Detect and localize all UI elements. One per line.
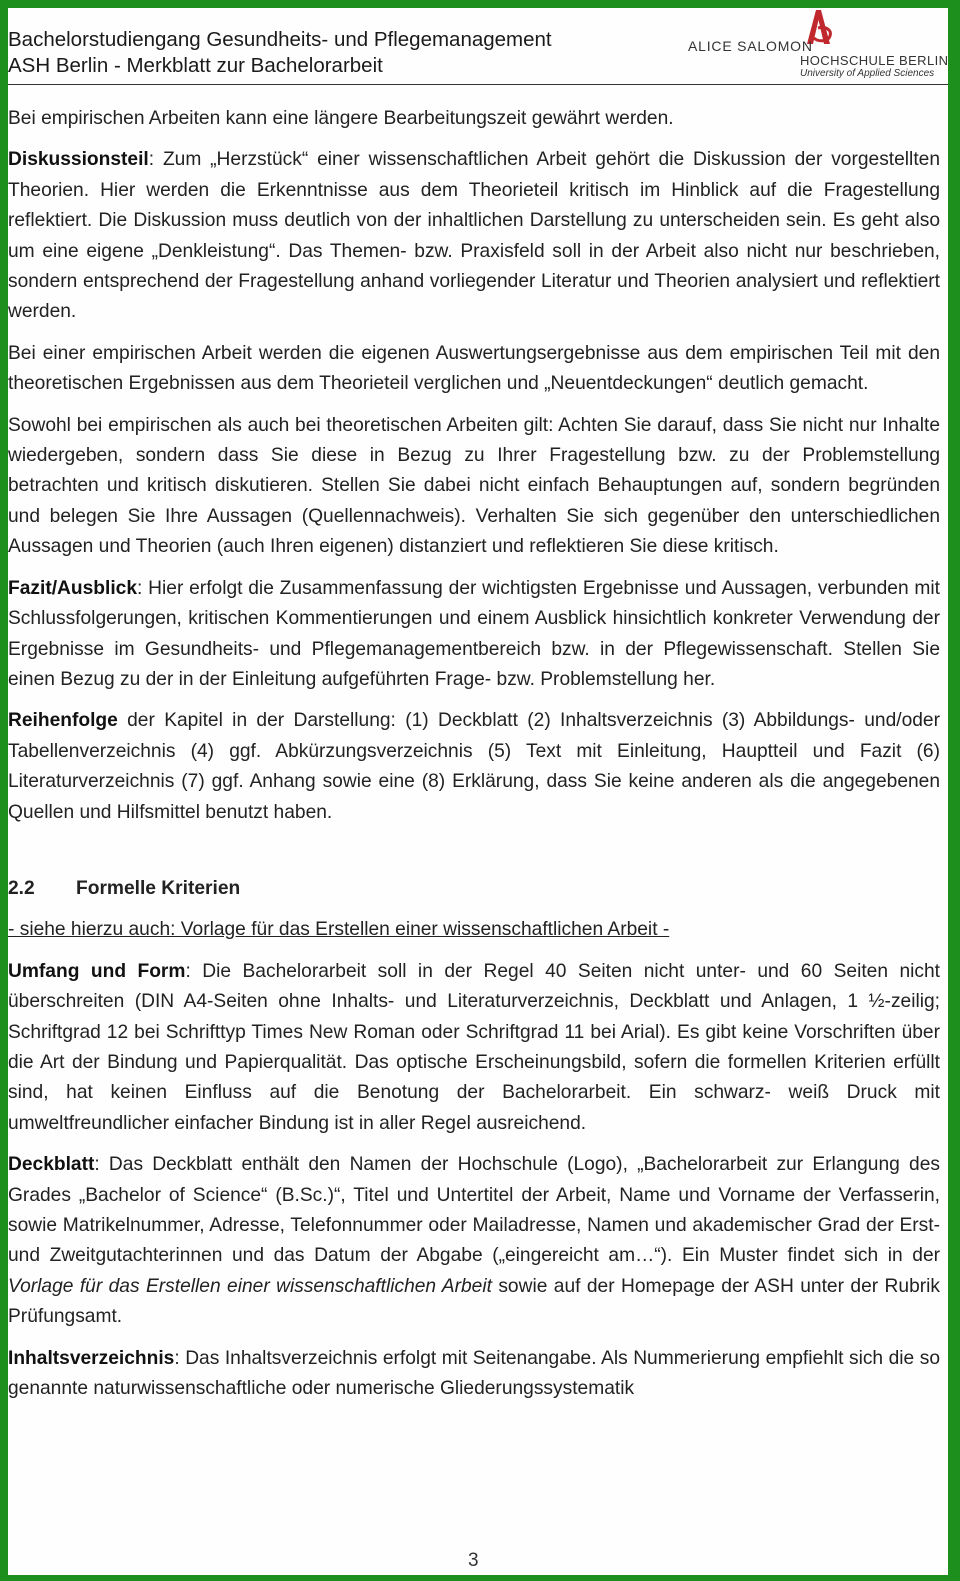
logo-alice-salomon: ALICE SALOMON [688,38,813,54]
header-program: Bachelorstudiengang Gesundheits- und Pflegemanagement [8,28,552,51]
paragraph-bearbeitungszeit: Bei empirischen Arbeiten kann eine längere Bearbeitungszeit gewährt werden. [8,108,674,129]
header-rule [8,84,948,85]
term-inhaltsverzeichnis: Inhaltsverzeichnis [8,1347,175,1369]
page-header [8,8,948,86]
paragraph-sowohl: Sowohl bei empirischen als auch bei theoretischen Arbeiten gilt: Achten Sie darauf, dass Sie nicht nur Inhalte wiedergeben, sondern dass Sie diese in Bezug zu Ihrer Fragestellung bzw. zu der Problemstellung betrachten und kritisch diskutieren. Stellen Sie dabei nicht einfach Behauptungen auf, sondern begründen und belegen Sie Ihre Aussagen (Quellennachweis). Verhalten Sie sich gegenüber den unterschiedlichen Aussagen und Theorien (auch Ihren eigenen) distanziert und reflektieren Sie diese kritisch. [8,414,940,558]
paragraph-umfang: Umfang und Form: Die Bachelorarbeit soll in der Regel 40 Seiten nicht unter- und 60 Seiten nicht überschreiten (DIN A4-Seiten ohne Inhalts- und Literaturverzeichnis, Deckblatt und Anlagen, 1 ½-zeilig; Schriftgrad 12 bei Schrifttyp Times New Roman oder Schriftgrad 11 bei Arial). Es gibt keine Vorschriften über die Art der Bindung und Papierqualität. Das optische Erscheinungsbild, sofern die formellen Kriterien erfüllt sind, hat keinen Einfluss auf die Benotung der Bachelorarbeit. Ein schwarz- weiß Druck mit umweltfreundlicher einfacher Bindung ist in aller Regel ausreichend. [8,960,940,1134]
paragraph-inhaltsverzeichnis: Inhaltsverzeichnis: Das Inhaltsverzeichnis erfolgt mit Seitenangabe. Als Nummerierung empfiehlt sich die so genannte naturwissenschaftliche oder numerische Gliederungssystematik [8,1347,940,1400]
page-number: 3 [468,1550,479,1571]
paragraph-diskussionsteil: Diskussionsteil: Zum „Herzstück“ einer wissenschaftlichen Arbeit gehört die Diskussion der vorgestellten Theorien. Hier werden die Erkenntnisse aus dem Theorieteil kritisch im Hinblick auf die Fragestellung reflektiert. Die Diskussion muss deutlich von der inhaltlichen Darstellung zu unterscheiden sein. Es geht also um eine eigene „Denkleistung“. Das Themen- bzw. Praxisfeld soll in der Arbeit also nicht nur beschrieben, sondern entsprechend der Fragestellung anhand vorliegender Literatur und Theorien analysiert und reflektiert werden. [8,149,940,323]
document-body [8,104,940,1415]
logo-university-tagline: University of Applied Sciences [800,68,935,79]
document-page [8,8,948,1575]
term-deckblatt: Deckblatt [8,1154,95,1176]
paragraph-fazit: Fazit/Ausblick: Hier erfolgt die Zusammenfassung der wichtigsten Ergebnisse und Aussagen, verbunden mit Schlussfolgerungen, kritischen Kommentierungen und einem Ausblick hinsichtlich konkreter Verwendung der Ergebnisse im Gesundheits- und Pflegemanagementbereich bzw. in der Pflegewissenschaft. Stellen Sie einen Bezug zu der in der Einleitung aufgeführten Frage- bzw. Problemstellung her. [8,577,940,690]
ash-logo [688,8,948,82]
term-umfang: Umfang und Form [8,960,186,982]
paragraph-deckblatt: Deckblatt: Das Deckblatt enthält den Namen der Hochschule (Logo), „Bachelorarbeit zur Erlangung des Grades „Bachelor of Science“ (B.Sc.)“, Titel und Untertitel der Arbeit, Name und Vorname der Verfasserin, sowie Matrikelnummer, Adresse, Telefonnummer oder Mailadresse, Namen und akademischer Grad der Erst- und Zweitgutachterinnen und das Datum der Abgabe („eingereicht am…“). Ein Muster findet sich in der Vorlage für das Erstellen einer wissenschaftlichen Arbeit sowie auf der Homepage der ASH unter der Rubrik Prüfungsamt. [8,1154,940,1328]
section-number: 2.2 [8,877,35,899]
paragraph-reihenfolge: Reihenfolge der Kapitel in der Darstellung: (1) Deckblatt (2) Inhaltsverzeichnis (3) Abbildungs- und/oder Tabellenverzeichnis (4) ggf. Abkürzungsverzeichnis (5) Text mit Einleitung, Hauptteil und Fazit (6) Literaturverzeichnis (7) ggf. Anhang sowie eine (8) Erklärung, dass Sie keine anderen als die angegebenen Quellen und Hilfsmittel benutzt haben. [8,710,940,823]
template-title-italic: Vorlage für das Erstellen einer wissenschaftlichen Arbeit [8,1275,492,1297]
term-reihenfolge: Reihenfolge [8,710,118,732]
term-diskussionsteil: Diskussionsteil [8,149,149,171]
template-reference: - siehe hierzu auch: Vorlage für das Erstellen einer wissenschaftlichen Arbeit - [8,919,670,941]
paragraph-empirische-arbeit: Bei einer empirischen Arbeit werden die eigenen Auswertungsergebnisse aus dem empirischen Teil mit den theoretischen Ergebnissen aus dem Theorieteil verglichen und „Neuentdeckungen“ deutlich gemacht. [8,342,940,395]
term-fazit: Fazit/Ausblick [8,577,138,599]
logo-hochschule-berlin: HOCHSCHULE BERLIN [800,53,948,68]
header-doc-title: ASH Berlin - Merkblatt zur Bachelorarbeit [8,54,383,77]
section-title: Formelle Kriterien [76,877,241,899]
section-heading [8,874,940,904]
